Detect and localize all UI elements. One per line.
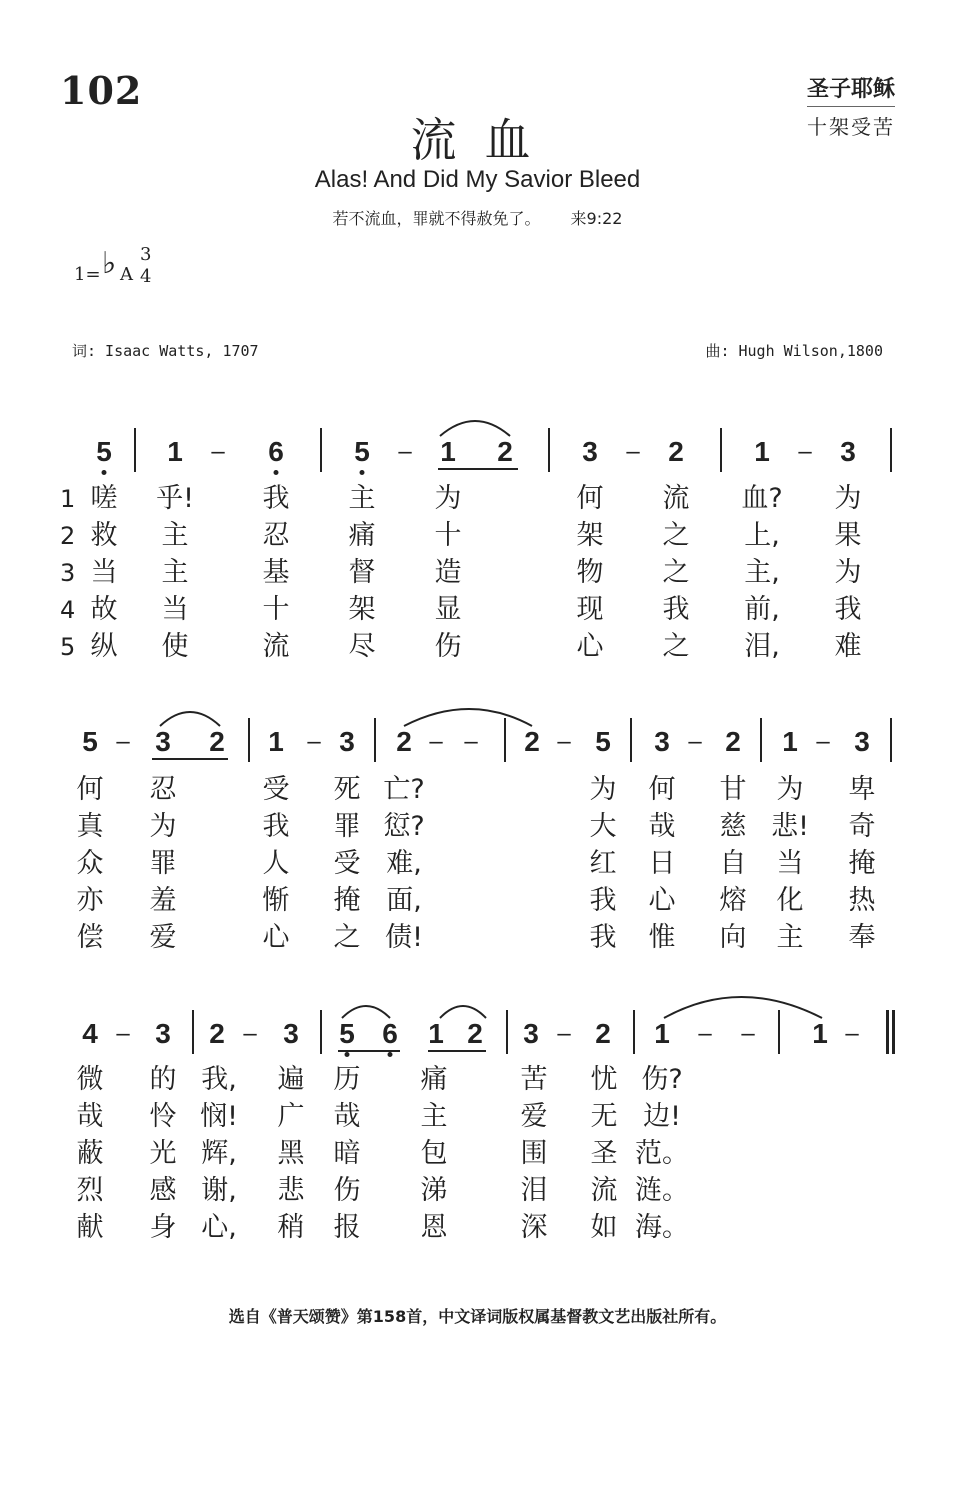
note: 2	[668, 436, 684, 467]
lyric-syllable: 造	[434, 557, 462, 588]
hold-dash: –	[307, 728, 321, 755]
lyric-syllable: 羞	[149, 885, 177, 916]
lyric-syllable: 救	[90, 520, 118, 551]
lyric-syllable: 之	[662, 520, 690, 551]
lyric-syllable: 痛	[420, 1064, 448, 1095]
hold-dash: –	[816, 728, 830, 755]
lyric-syllable: 奇	[848, 811, 876, 842]
note: 2	[209, 1018, 225, 1049]
lyric-syllable: 烈	[76, 1175, 104, 1206]
lyric-syllable: 大	[589, 811, 617, 842]
lyric-syllable: 悯!	[200, 1101, 238, 1132]
note: 3	[523, 1018, 539, 1049]
lyric-syllable: 受	[262, 774, 290, 805]
note: 1	[812, 1018, 828, 1049]
note: 5	[354, 436, 370, 467]
lyric-syllable: 我,	[201, 1064, 237, 1095]
lyric-syllable: 何	[576, 483, 604, 514]
lyric-syllable: 前,	[744, 594, 780, 625]
lyric-syllable: 哉	[76, 1101, 104, 1132]
lyric-syllable: 物	[576, 557, 604, 588]
note: 5	[82, 726, 98, 757]
lyric-syllable: 人	[262, 848, 290, 879]
note: 3	[854, 726, 870, 757]
lyric-syllable: 为	[434, 483, 462, 514]
lyric-syllable: 黑	[277, 1138, 305, 1169]
lyric-syllable: 身	[149, 1212, 177, 1243]
lyric-syllable: 辉,	[201, 1138, 237, 1169]
lyric-syllable: 包	[420, 1138, 448, 1169]
lyric-syllable: 当	[90, 557, 118, 588]
lyric-syllable: 感	[149, 1175, 177, 1206]
note: 1	[428, 1018, 444, 1049]
lyric-syllable: 心	[648, 885, 676, 916]
lyric-syllable: 爱	[149, 922, 177, 953]
lyric-syllable: 暗	[333, 1138, 361, 1169]
lyric-syllable: 为	[589, 774, 617, 805]
lyricist-credit: 词: Isaac Watts, 1707	[72, 342, 259, 360]
category-secondary: 十架受苦	[807, 115, 895, 139]
lyric-syllable: 恩	[420, 1212, 448, 1243]
lyric-syllable: 历	[333, 1064, 361, 1095]
key-note: A	[120, 264, 133, 285]
lyric-syllable: 难,	[386, 848, 422, 879]
lyric-syllable: 十	[434, 520, 462, 551]
hold-dash: –	[557, 728, 571, 755]
lyric-syllable: 流	[590, 1175, 618, 1206]
note: 1	[440, 436, 456, 467]
lyric-syllable: 奉	[848, 922, 876, 953]
lyric-syllable: 为	[834, 557, 862, 588]
lyric-syllable: 主	[420, 1101, 448, 1132]
scripture-reference: 来9:22	[570, 209, 623, 228]
lyric-syllable: 之	[662, 631, 690, 662]
note: 1	[754, 436, 770, 467]
note: 3	[283, 1018, 299, 1049]
slur	[160, 712, 220, 726]
lyric-syllable: 为	[149, 811, 177, 842]
lyric-syllable: 卑	[848, 774, 876, 805]
note: 3	[155, 726, 171, 757]
lyric-syllable: 架	[576, 520, 604, 551]
lyric-syllable: 心,	[201, 1212, 237, 1243]
hold-dash: –	[741, 1020, 755, 1047]
lyric-syllable: 督	[348, 557, 376, 588]
lyric-syllable: 边!	[643, 1101, 681, 1132]
lyric-syllable: 债!	[385, 922, 423, 953]
note: 4	[82, 1018, 98, 1049]
lyric-syllable: 蔽	[76, 1138, 104, 1169]
verse-number: 3	[60, 559, 76, 587]
hold-dash: –	[845, 1020, 859, 1047]
lyric-syllable: 我	[262, 811, 290, 842]
note: 2	[524, 726, 540, 757]
time-signature-numerator: 3	[140, 244, 152, 265]
hymn-title: 流血	[410, 113, 559, 167]
lyric-syllable: 痛	[348, 520, 376, 551]
lyric-syllable: 伤	[434, 631, 462, 662]
lyric-syllable: 罪	[149, 848, 177, 879]
lyric-syllable: 广	[277, 1101, 305, 1132]
note: 3	[155, 1018, 171, 1049]
lyric-syllable: 愆?	[383, 811, 425, 842]
lyric-syllable: 难	[834, 631, 862, 662]
note: 3	[840, 436, 856, 467]
lyric-syllable: 热	[848, 885, 876, 916]
lyric-syllable: 十	[262, 594, 290, 625]
note: 5	[339, 1018, 355, 1049]
lyric-syllable: 海。	[635, 1212, 689, 1243]
lyric-syllable: 忧	[590, 1064, 618, 1095]
lyric-syllable: 怜	[149, 1101, 177, 1132]
lyric-syllable: 熔	[719, 885, 747, 916]
lyric-syllable: 忍	[149, 774, 177, 805]
scripture-text: 若不流血，罪就不得赦免了。	[332, 209, 541, 228]
lyric-syllable: 献	[76, 1212, 104, 1243]
note: 1	[782, 726, 798, 757]
hold-dash: –	[557, 1020, 571, 1047]
lyric-syllable: 流	[262, 631, 290, 662]
hold-dash: –	[243, 1020, 257, 1047]
lyric-syllable: 悲	[277, 1175, 305, 1206]
lyric-syllable: 掩	[848, 848, 876, 879]
flat-symbol: ♭	[102, 246, 117, 281]
lyric-syllable: 之	[662, 557, 690, 588]
note: 2	[209, 726, 225, 757]
lyric-syllable: 亦	[76, 885, 104, 916]
hold-dash: –	[429, 728, 443, 755]
lyric-syllable: 伤?	[641, 1064, 683, 1095]
lyric-syllable: 的	[149, 1064, 177, 1095]
lyric-syllable: 心	[262, 922, 290, 953]
composer-credit: 曲: Hugh Wilson,1800	[705, 342, 883, 360]
lyric-syllable: 偿	[76, 922, 104, 953]
verse-number: 2	[60, 522, 76, 550]
slur	[342, 1006, 390, 1018]
lyric-syllable: 何	[76, 774, 104, 805]
lyric-syllable: 我	[834, 594, 862, 625]
verse-number: 4	[60, 596, 76, 624]
copyright-footer: 选自《普天颂赞》第158首，中文译词版权属基督教文艺出版社所有。	[228, 1307, 727, 1326]
lyric-syllable: 受	[333, 848, 361, 879]
note: 1	[268, 726, 284, 757]
lyric-syllable: 泪,	[744, 631, 780, 662]
lyric-syllable: 稍	[277, 1212, 305, 1243]
note: 2	[396, 726, 412, 757]
note: 2	[497, 436, 513, 467]
lyric-syllable: 哉	[333, 1101, 361, 1132]
lyric-syllable: 故	[90, 594, 118, 625]
lyric-syllable: 当	[776, 848, 804, 879]
lyric-syllable: 主	[161, 520, 189, 551]
hold-dash: –	[688, 728, 702, 755]
lyric-syllable: 遍	[277, 1064, 305, 1095]
lyric-syllable: 深	[520, 1212, 548, 1243]
lyric-syllable: 慈	[719, 811, 747, 842]
hold-dash: –	[798, 438, 812, 465]
note: 2	[725, 726, 741, 757]
lyric-syllable: 报	[333, 1212, 361, 1243]
hold-dash: –	[398, 438, 412, 465]
lyric-syllable: 真	[76, 811, 104, 842]
lyric-syllable: 使	[161, 631, 189, 662]
lyric-syllable: 为	[776, 774, 804, 805]
note: 3	[582, 436, 598, 467]
note: 5	[595, 726, 611, 757]
hold-dash: –	[116, 1020, 130, 1047]
lyric-syllable: 罪	[333, 811, 361, 842]
slur	[440, 421, 510, 436]
note: 3	[654, 726, 670, 757]
lyric-syllable: 掩	[333, 885, 361, 916]
verse-number: 1	[60, 485, 76, 513]
lyric-syllable: 日	[648, 848, 676, 879]
lyric-syllable: 为	[834, 483, 862, 514]
lyric-syllable: 流	[662, 483, 690, 514]
lyric-syllable: 果	[834, 520, 862, 551]
lyric-syllable: 嗟	[90, 483, 118, 514]
note: 3	[339, 726, 355, 757]
lyric-syllable: 显	[434, 594, 462, 625]
hold-dash: –	[211, 438, 225, 465]
lyric-syllable: 心	[576, 631, 604, 662]
lyric-syllable: 何	[648, 774, 676, 805]
lyric-syllable: 甘	[719, 774, 747, 805]
time-signature-denominator: 4	[140, 266, 152, 287]
lyric-syllable: 化	[776, 885, 804, 916]
note: 6	[382, 1018, 398, 1049]
lyric-syllable: 涕	[420, 1175, 448, 1206]
lyric-syllable: 当	[161, 594, 189, 625]
lyric-syllable: 面,	[386, 885, 422, 916]
hold-dash: –	[116, 728, 130, 755]
lyric-syllable: 伤	[333, 1175, 361, 1206]
lyric-syllable: 围	[520, 1138, 548, 1169]
lyric-syllable: 自	[719, 848, 747, 879]
lyric-syllable: 死	[333, 774, 361, 805]
lyric-syllable: 圣	[590, 1138, 618, 1169]
lyric-syllable: 涟。	[635, 1175, 689, 1206]
lyric-syllable: 上,	[744, 520, 780, 551]
lyric-syllable: 范。	[635, 1138, 689, 1169]
hold-dash: –	[464, 728, 478, 755]
lyric-syllable: 红	[589, 848, 617, 879]
lyric-syllable: 尽	[348, 631, 376, 662]
lyric-syllable: 惟	[648, 922, 676, 953]
lyric-syllable: 主	[776, 922, 804, 953]
lyric-syllable: 我	[262, 483, 290, 514]
lyric-syllable: 主	[348, 483, 376, 514]
lyric-syllable: 纵	[90, 631, 118, 662]
lyric-syllable: 如	[590, 1212, 618, 1243]
lyric-syllable: 爱	[520, 1101, 548, 1132]
slur	[440, 1006, 486, 1018]
lyric-syllable: 我	[589, 922, 617, 953]
hymn-number: 102	[60, 68, 143, 113]
lyric-syllable: 光	[149, 1138, 177, 1169]
lyric-syllable: 我	[589, 885, 617, 916]
lyric-syllable: 众	[76, 848, 104, 879]
lyric-syllable: 现	[576, 594, 604, 625]
note: 1	[654, 1018, 670, 1049]
lyric-syllable: 忍	[262, 520, 290, 551]
note: 1	[167, 436, 183, 467]
verse-number: 5	[60, 633, 76, 661]
hymn-subtitle: Alas! And Did My Savior Bleed	[314, 166, 641, 193]
slur	[664, 997, 822, 1018]
slur	[404, 709, 532, 726]
category-primary: 圣子耶稣	[807, 72, 895, 107]
lyric-syllable: 向	[719, 922, 747, 953]
lyric-syllable: 架	[348, 594, 376, 625]
key-prefix: 1=	[74, 264, 101, 285]
lyric-syllable: 无	[590, 1101, 618, 1132]
lyric-syllable: 主	[161, 557, 189, 588]
lyric-syllable: 亡?	[383, 774, 425, 805]
lyric-syllable: 主,	[744, 557, 780, 588]
lyric-syllable: 谢,	[201, 1175, 237, 1206]
lyric-syllable: 乎!	[156, 483, 194, 514]
note: 2	[467, 1018, 483, 1049]
note: 2	[595, 1018, 611, 1049]
lyric-syllable: 苦	[520, 1064, 548, 1095]
note: 6	[268, 436, 284, 467]
lyric-syllable: 惭	[262, 885, 290, 916]
hold-dash: –	[698, 1020, 712, 1047]
hold-dash: –	[626, 438, 640, 465]
lyric-syllable: 泪	[520, 1175, 548, 1206]
lyric-syllable: 我	[662, 594, 690, 625]
lyric-syllable: 哉	[648, 811, 676, 842]
lyric-syllable: 悲!	[771, 811, 809, 842]
lyric-syllable: 基	[262, 557, 290, 588]
note: 5	[96, 436, 112, 467]
lyric-syllable: 血?	[741, 483, 783, 514]
lyric-syllable: 微	[76, 1064, 104, 1095]
lyric-syllable: 之	[333, 922, 361, 953]
